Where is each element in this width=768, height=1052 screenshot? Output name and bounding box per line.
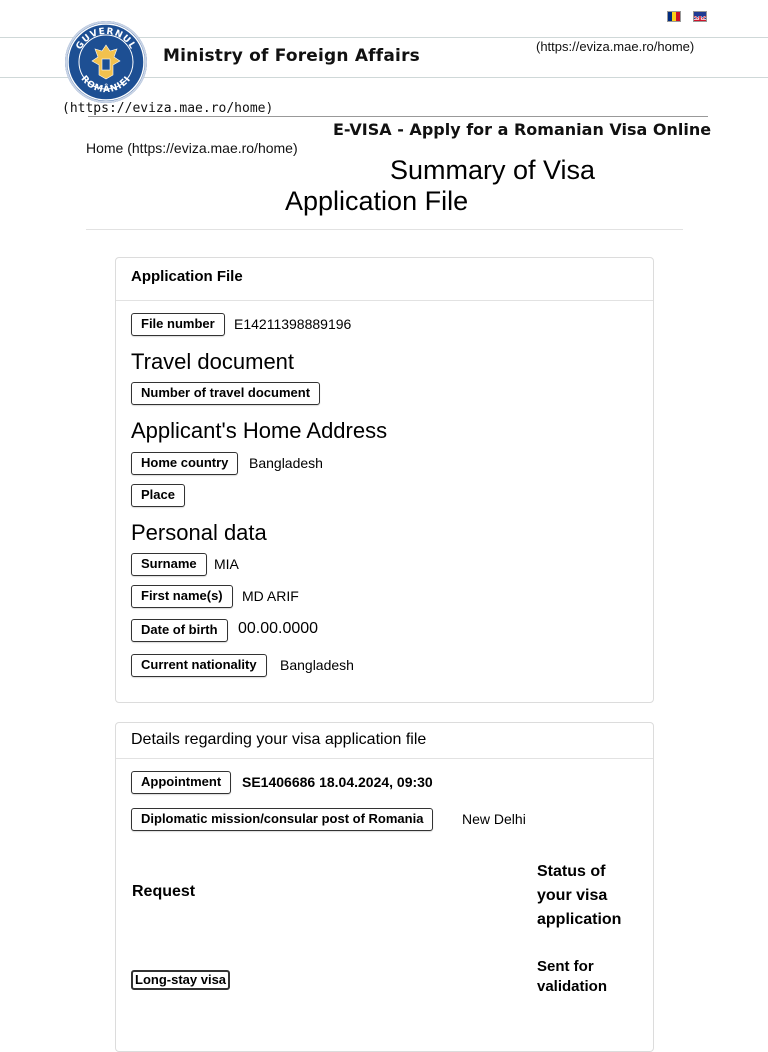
diplomatic-mission-label: Diplomatic mission/consular post of Romania [131, 808, 433, 831]
surname-label: Surname [131, 553, 207, 576]
appointment-label: Appointment [131, 771, 231, 794]
status-header-line3: application [537, 911, 622, 928]
first-names-label: First name(s) [131, 585, 233, 608]
personal-data-heading: Personal data [131, 520, 267, 545]
dob-value: 00.00.0000 [238, 620, 319, 637]
application-file-card [115, 257, 654, 703]
first-names-value: MD ARIF [242, 588, 299, 604]
ministry-name: Ministry of Foreign Affairs [163, 46, 420, 66]
status-line1: Sent for [537, 958, 594, 975]
dob-label: Date of birth [131, 619, 228, 642]
status-header-line2: your visa [537, 887, 608, 904]
ro-flag-icon[interactable] [667, 11, 681, 22]
logo-home-link[interactable]: (https://eviza.mae.ro/home) [62, 101, 274, 116]
application-file-card-header [116, 258, 653, 301]
site-title: E-VISA - Apply for a Romanian Visa Online [333, 120, 712, 139]
application-file-heading: Application File [131, 268, 243, 285]
subheader-divider [88, 116, 708, 117]
status-line2: validation [537, 978, 608, 995]
place-label: Place [131, 484, 185, 507]
file-number-label: File number [131, 313, 225, 336]
home-country-value: Bangladesh [249, 455, 323, 471]
appointment-value: SE1406686 18.04.2024, 09:30 [242, 774, 433, 790]
breadcrumb-home[interactable]: Home (https://eviza.mae.ro/home) [86, 140, 298, 156]
home-country-label: Home country [131, 452, 238, 475]
page-title-line1: Summary of Visa [390, 155, 596, 185]
details-heading: Details regarding your visa application file [131, 731, 427, 748]
nationality-label: Current nationality [131, 654, 267, 677]
status-header-line1: Status of [537, 863, 606, 880]
surname-value: MIA [214, 556, 239, 572]
government-seal-logo[interactable] [65, 21, 147, 103]
request-type-badge[interactable]: Long-stay visa [131, 970, 230, 990]
travel-document-heading: Travel document [131, 349, 295, 374]
file-number-value: E14211398889196 [234, 316, 352, 332]
application-status [537, 957, 607, 997]
en-flag-icon[interactable] [693, 11, 707, 22]
status-column-header [537, 860, 621, 932]
travel-document-number-label: Number of travel document [131, 382, 320, 405]
details-card-header [116, 723, 653, 759]
home-link-top[interactable]: (https://eviza.mae.ro/home) [536, 39, 695, 54]
details-card [115, 722, 654, 1052]
nationality-value: Bangladesh [280, 657, 354, 673]
page-title-line2: Application File [285, 186, 469, 216]
title-divider [86, 229, 683, 230]
home-address-heading: Applicant's Home Address [131, 418, 388, 443]
request-column-header: Request [132, 883, 196, 900]
seal-icon [65, 21, 147, 103]
svg-text:ROMÂNIEI: ROMÂNIEI [78, 74, 134, 96]
svg-text:GUVERNUL: GUVERNUL [74, 26, 138, 52]
diplomatic-mission-value: New Delhi [462, 811, 526, 827]
